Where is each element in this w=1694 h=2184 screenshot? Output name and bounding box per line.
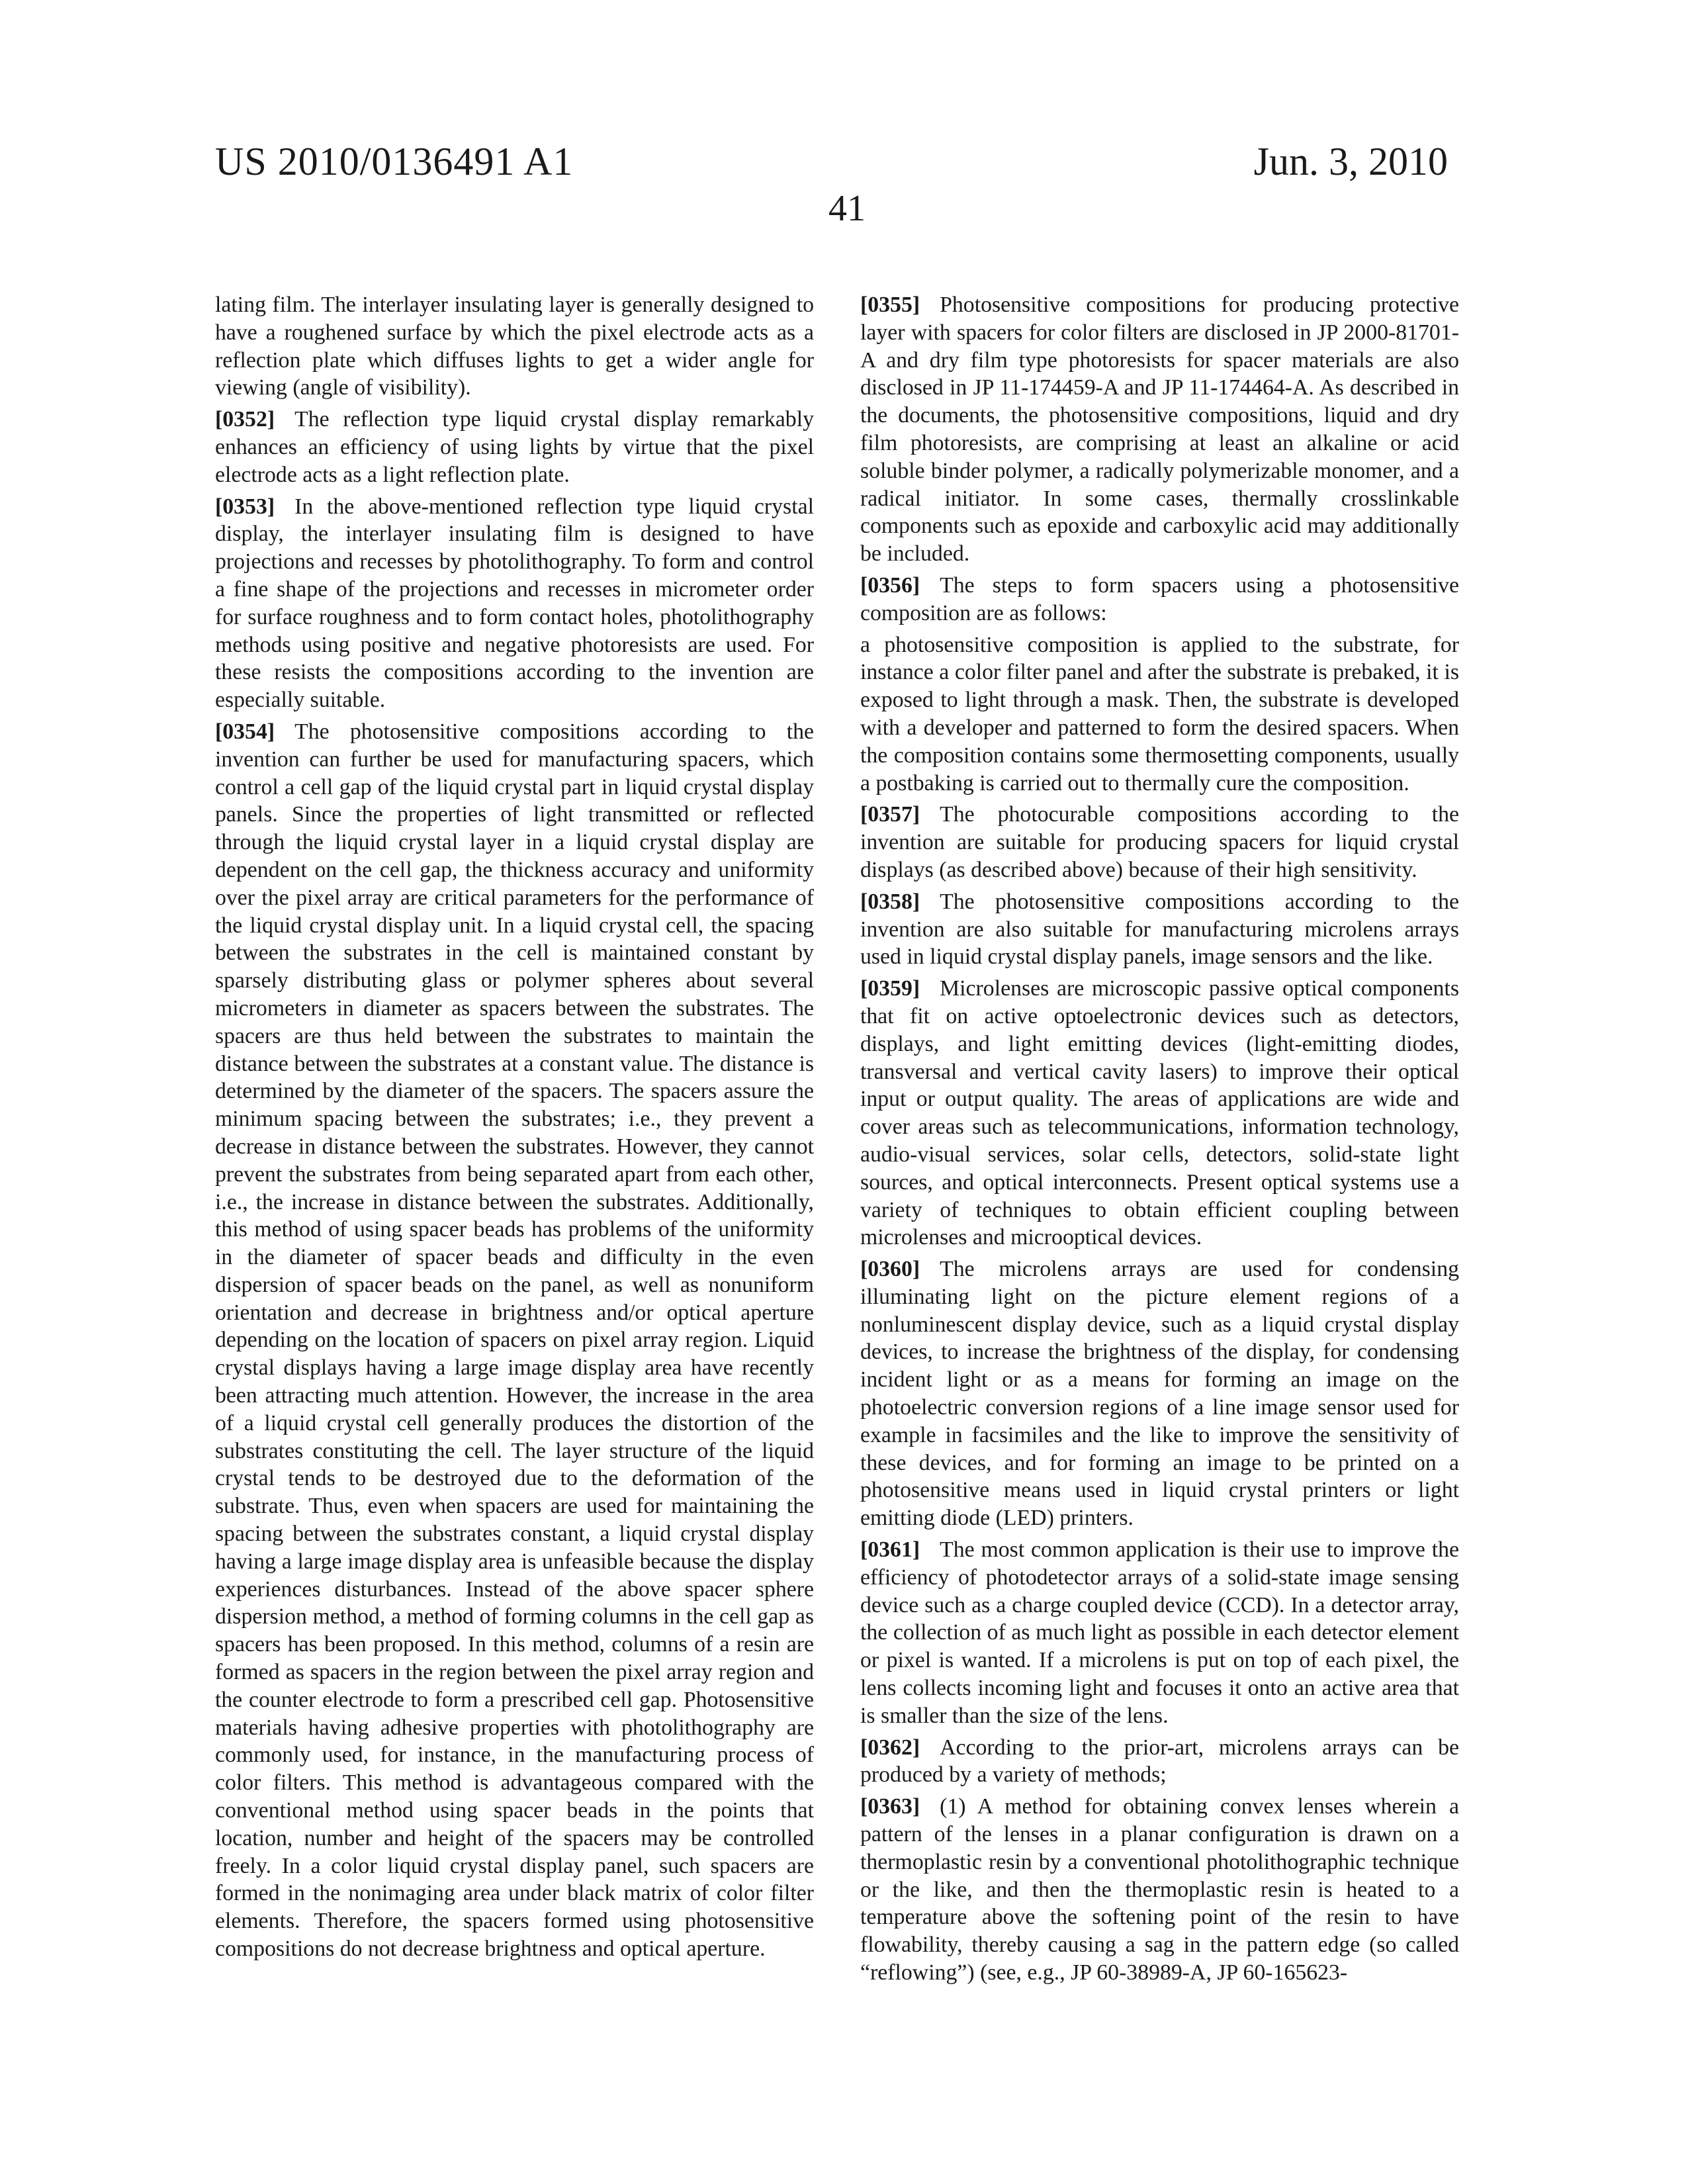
- paragraph-number: [0359]: [860, 976, 920, 1001]
- paragraph-number: [0361]: [860, 1537, 920, 1562]
- paragraph-text: The photocurable compositions according to the invention are suitable for producing spacers for liquid crystal displays (as described above) because of their high sensitivity.: [860, 802, 1459, 882]
- paragraph-number: [0353]: [215, 494, 275, 519]
- paragraph-0363: [860, 1793, 1459, 1987]
- page-header: [0, 0, 1694, 238]
- paragraph-text: The steps to form spacers using a photosensitive composition are as follows:: [860, 573, 1459, 625]
- paragraph-text: The reflection type liquid crystal display remarkably enhances an efficiency of using lights by virtue that the pixel electrode acts as a light reflection plate.: [215, 407, 814, 487]
- paragraph-number: [0352]: [215, 407, 275, 432]
- paragraph-number: [0357]: [860, 802, 920, 827]
- paragraph-number: [0360]: [860, 1257, 920, 1281]
- paragraph-0359: [860, 975, 1459, 1251]
- publication-date: Jun. 3, 2010: [1254, 139, 1448, 185]
- paragraph-0360: [860, 1255, 1459, 1532]
- left-column: [215, 291, 814, 1967]
- paragraph-0361: [860, 1536, 1459, 1730]
- paragraph-text: The most common application is their use to improve the efficiency of photodetector arrays of a solid-state image sensing device such as a charge coupled device (CCD). In a detector array, the collection of as much light as possible in each detector element or pixel is wanted. If a microlens is put on top of each pixel, the lens collects incoming light and focuses it onto an active area that is smaller than the size of the lens.: [860, 1537, 1459, 1728]
- paragraph-number: [0356]: [860, 573, 920, 598]
- publication-number: US 2010/0136491 A1: [215, 139, 573, 185]
- paragraph-number: [0358]: [860, 889, 920, 914]
- paragraph-0354: [215, 718, 814, 1963]
- paragraph-number: [0355]: [860, 293, 920, 317]
- paragraph-0355: [860, 291, 1459, 568]
- page-number: 41: [0, 187, 1694, 230]
- paragraph-text: The microlens arrays are used for condensing illuminating light on the picture element regions of a nonluminescent display device, such as a liquid crystal display devices, to increase the brightness of the display, for condensing incident light or as a means for forming an image on the photoelectric conversion regions of a line image sensor used for example in facsimiles and the like to improve the sensitivity of these devices, and for forming an image to be printed on a photosensitive means used in liquid crystal printers or light emitting diode (LED) printers.: [860, 1257, 1459, 1530]
- paragraph-number: [0354]: [215, 719, 275, 744]
- paragraph-text: Microlenses are microscopic passive optical components that fit on active optoelectronic devices such as detectors, displays, and light emitting devices (light-emitting diodes, transversal and vertical cavity lasers) to improve their optical input or output quality. The areas of applications are wide and cover areas such as telecommunications, information technology, audio-visual services, solar cells, detectors, solid-state light sources, and optical interconnects. Present optical systems use a variety of techniques to obtain efficient coupling between microlenses and microoptical devices.: [860, 976, 1459, 1250]
- paragraph-0358: [860, 888, 1459, 971]
- paragraph-text: In the above-mentioned reflection type liquid crystal display, the interlayer insulating film is designed to have projections and recesses by photolithography. To form and control a fine shape of the projections and recesses in micrometer order for surface roughness and to form contact holes, photolithography methods using positive and negative photoresists are used. For these resists the compositions according to the invention are especially suitable.: [215, 494, 814, 713]
- paragraph-number: [0362]: [860, 1735, 920, 1760]
- paragraph-text: The photosensitive compositions according to the invention can further be used for manufacturing spacers, which control a cell gap of the liquid crystal part in liquid crystal display panels. Since the properties of light transmitted or reflected through the liquid crystal layer in a liquid crystal display are dependent on the cell gap, the thickness accuracy and uniformity over the pixel array are critical parameters for the performance of the liquid crystal display unit. In a liquid crystal cell, the spacing between the substrates in the cell is maintained constant by sparsely distributing glass or polymer spheres about several micrometers in diameter as spacers between the substrates. The spacers are thus held between the substrates to maintain the distance between the substrates at a constant value. The distance is determined by the diameter of the spacers. The spacers assure the minimum spacing between the substrates; i.e., they prevent a decrease in distance between the substrates. However, they cannot prevent the substrates from being separated apart from each other, i.e., the increase in distance between the substrates. Additionally, this method of using spacer beads has problems of the uniformity in the diameter of spacer beads and difficulty in the even dispersion of spacer beads on the panel, as well as nonuniform orientation and decrease in brightness and/or optical aperture depending on the location of spacers on pixel array region. Liquid crystal displays having a large image display area have recently been attracting much attention. However, the increase in the area of a liquid crystal cell generally produces the distortion of the substrates constituting the cell. The layer structure of the liquid crystal tends to be destroyed due to the deformation of the substrate. Thus, even when spacers are used for maintaining the spacing between the substrates constant, a liquid crystal display having a large image display area is unfeasible because the display experiences disturbances. Instead of the above spacer sphere dispersion method, a method of forming columns in the cell gap as spacers has been proposed. In this method, columns of a resin are formed as spacers in the region between the pixel array region and the counter electrode to form a prescribed cell gap. Photosensitive materials having adhesive properties with photolithography are commonly used, for instance, in the manufacturing process of color filters. This method is advantageous compared with the conventional method using spacer beads in the points that location, number and height of the spacers may be controlled freely. In a color liquid crystal display panel, such spacers are formed in the nonimaging area under black matrix of color filter elements. Therefore, the spacers formed using photosensitive compositions do not decrease brightness and optical aperture.: [215, 719, 814, 1961]
- paragraph-0353: [215, 493, 814, 714]
- paragraph-0357: [860, 801, 1459, 884]
- spacer-steps-text: a photosensitive composition is applied to the substrate, for instance a color filter panel and after the substrate is prebaked, it is exposed to light through a mask. Then, the substrate is developed with a developer and patterned to form the desired spacers. When the composition contains some thermosetting components, usually a postbaking is carried out to thermally cure the composition.: [860, 631, 1459, 797]
- right-column: [860, 291, 1459, 1991]
- paragraph-text: According to the prior-art, microlens arrays can be produced by a variety of methods;: [860, 1735, 1459, 1788]
- continuation-paragraph: lating film. The interlayer insulating layer is generally designed to have a roughened surface by which the pixel electrode acts as a reflection plate which diffuses lights to get a wider angle for viewing (angle of visibility).: [215, 291, 814, 402]
- paragraph-number: [0363]: [860, 1794, 920, 1819]
- paragraph-0362: [860, 1734, 1459, 1790]
- paragraph-0352: [215, 406, 814, 488]
- paragraph-text: (1) A method for obtaining convex lenses wherein a pattern of the lenses in a planar configuration is drawn on a thermoplastic resin by a conventional photolithographic technique or the like, and then the thermoplastic resin is heated to a temperature above the softening point of the resin to have flowability, thereby causing a sag in the pattern edge (so called “reflowing”) (see, e.g., JP 60-38989-A, JP 60-165623-: [860, 1794, 1459, 1985]
- paragraph-text: The photosensitive compositions according to the invention are also suitable for manufacturing microlens arrays used in liquid crystal display panels, image sensors and the like.: [860, 889, 1459, 970]
- paragraph-text: Photosensitive compositions for producing protective layer with spacers for color filters are disclosed in JP 2000-81701-A and dry film type photoresists for spacer materials are also disclosed in JP 11-174459-A and JP 11-174464-A. As described in the documents, the photosensitive compositions, liquid and dry film photoresists, are comprising at least an alkaline or acid soluble binder polymer, a radically polymerizable monomer, and a radical initiator. In some cases, thermally crosslinkable components such as epoxide and carboxylic acid may additionally be included.: [860, 293, 1459, 566]
- paragraph-0356: [860, 572, 1459, 627]
